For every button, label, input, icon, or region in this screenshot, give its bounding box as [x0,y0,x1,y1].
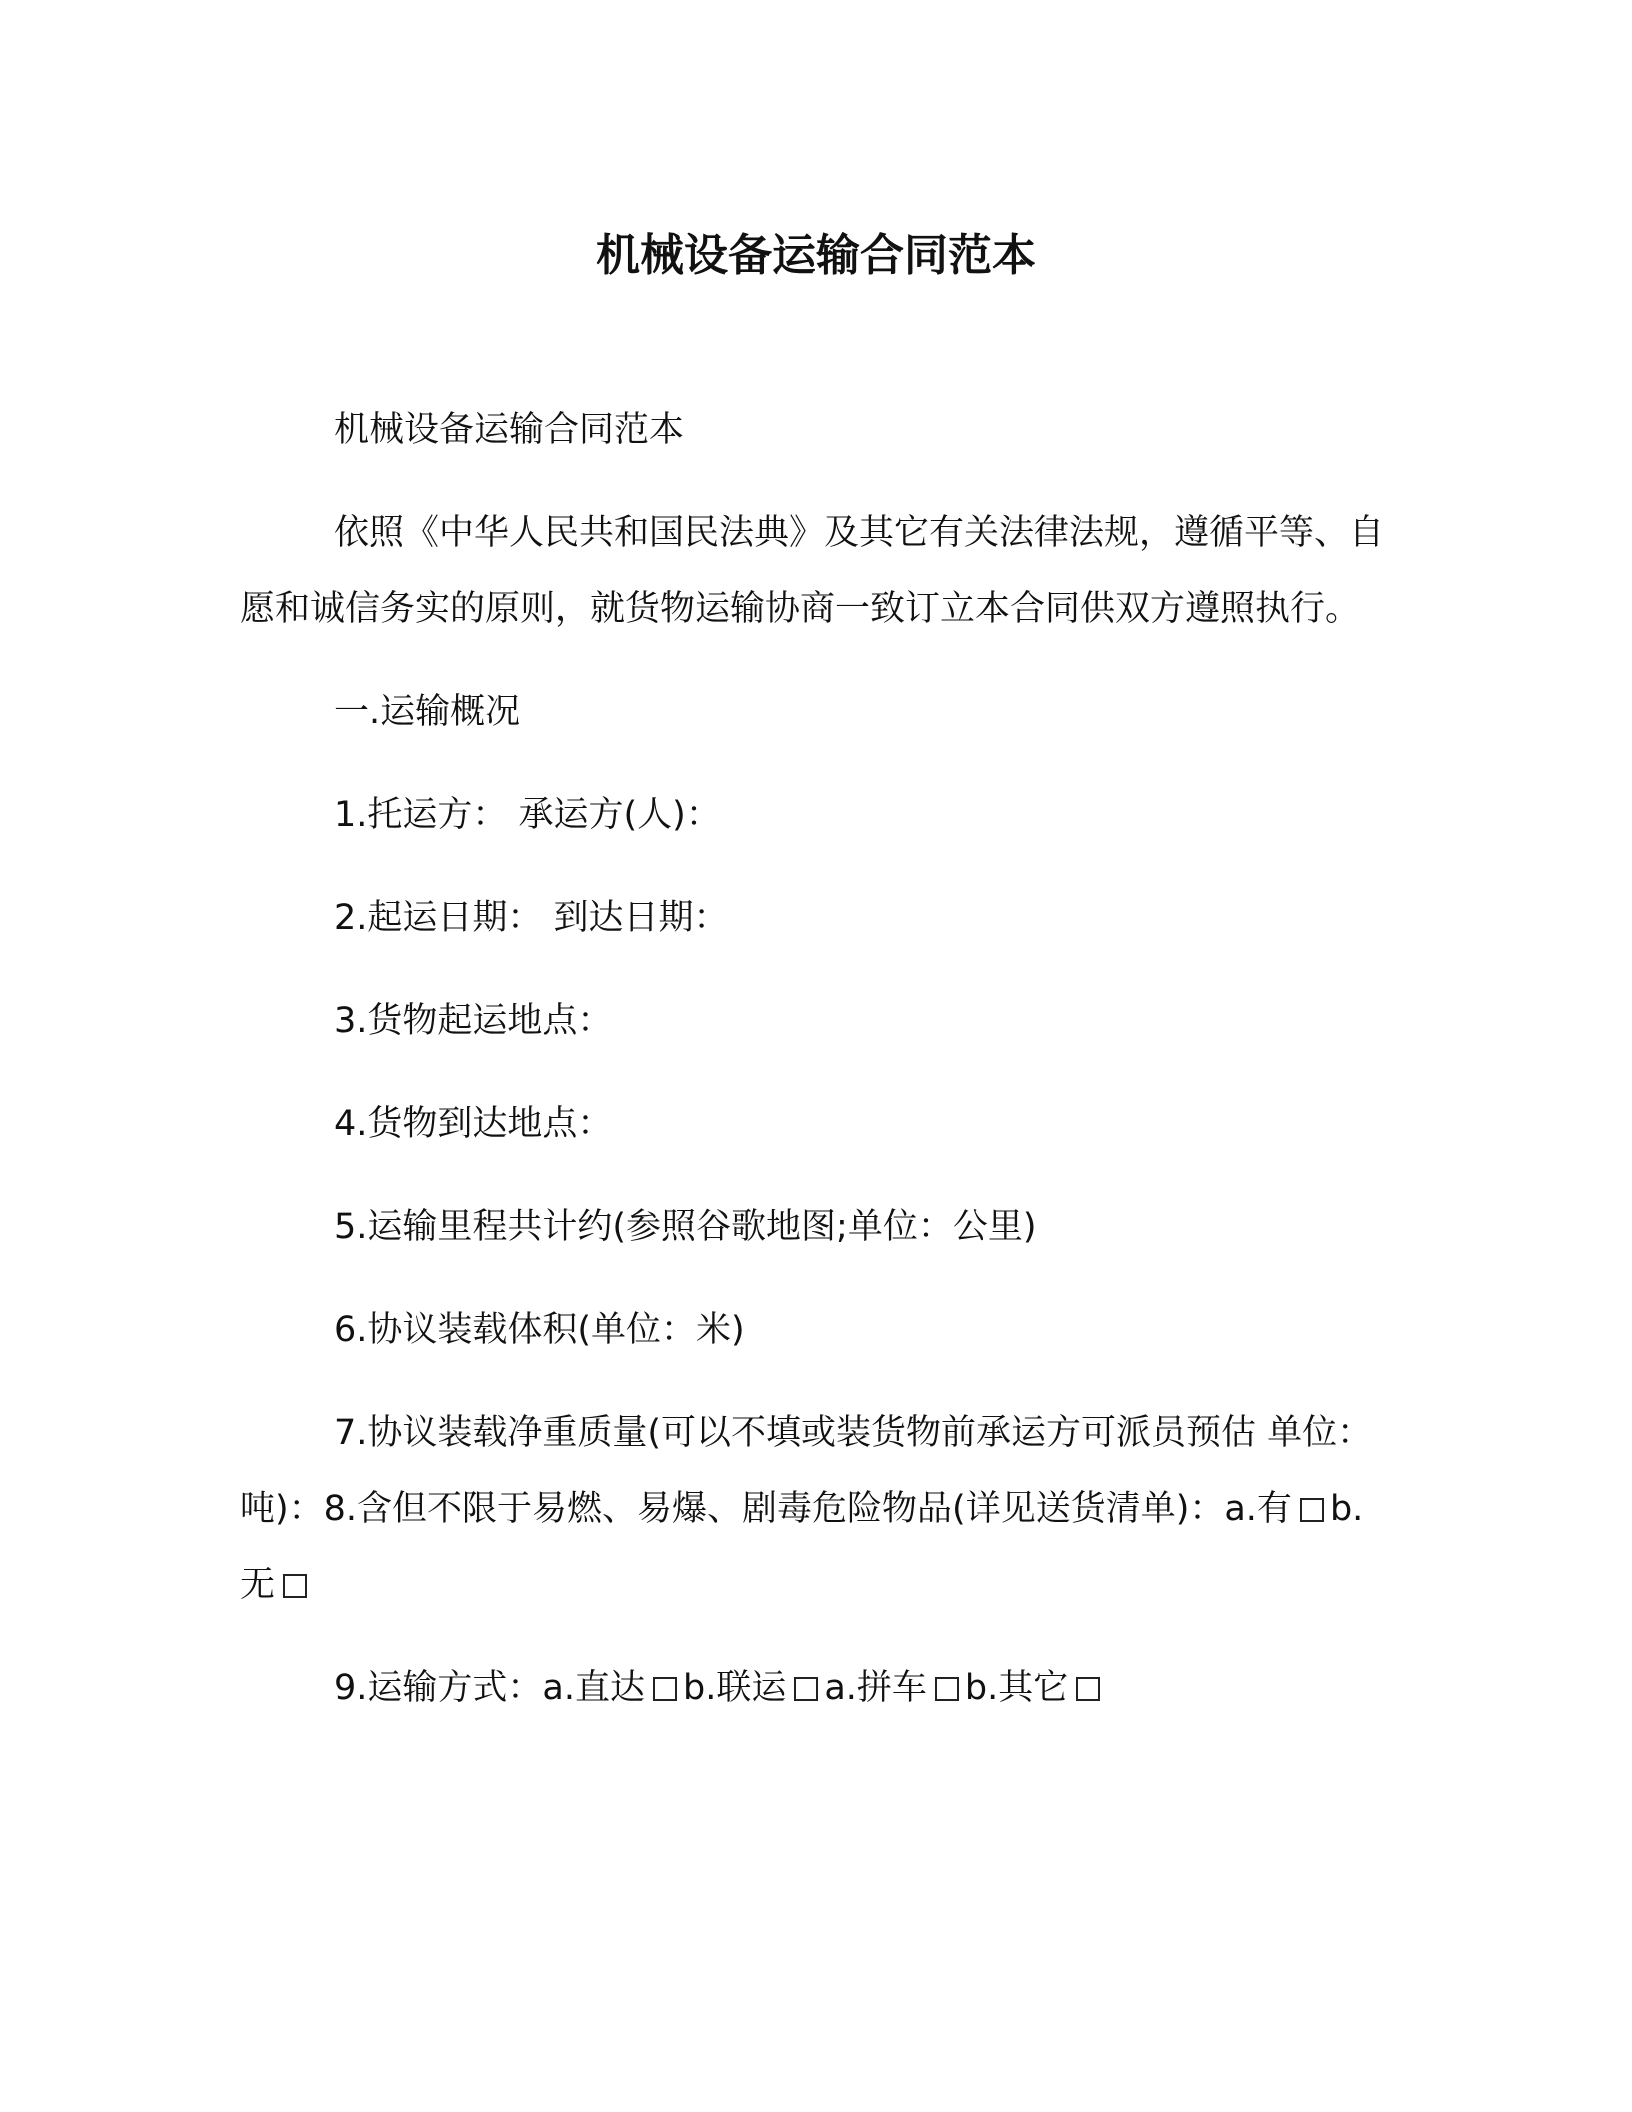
item-9-transport-mode [240,1650,1395,1726]
item-4-destination: 4.货物到达地点： [334,1104,613,1144]
item-5-mileage: 5.运输里程共计约(参照谷歌地图;单位：公里) [334,1207,1037,1247]
mode-direct-checkbox[interactable] [653,1677,677,1701]
document-title: 机械设备运输合同范本 [596,230,1036,281]
hazard-yes-checkbox[interactable] [1300,1498,1324,1522]
mode-option-other-label: b.其它 [964,1668,1069,1708]
mode-option-direct-label: a.直达 [542,1668,645,1708]
document-body [240,392,1395,1753]
paragraph-subtitle: 机械设备运输合同范本 [334,410,685,450]
item-1-parties: 1.托运方： 承运方(人)： [334,795,721,835]
mode-option-intermodal-label: b.联运 [682,1668,787,1708]
item-2-dates: 2.起运日期： 到达日期： [334,898,729,938]
item-9-prefix: 9.运输方式： [334,1668,543,1708]
item-6-volume: 6.协议装载体积(单位：米) [334,1310,745,1350]
item-7-8-text: 7.协议装载净重质量(可以不填或装货物前承运方可派员预估 单位：吨)：8.含但不限于易燃、易爆、剧毒危险物品(详见送货清单)：a.有 [240,1413,1373,1529]
item-3-origin: 3.货物起运地点： [334,1001,613,1041]
item-7-8-weight-hazard [240,1395,1395,1623]
mode-intermodal-checkbox[interactable] [794,1677,818,1701]
paragraph-preamble: 依照《中华人民共和国民法典》及其它有关法律法规，遵循平等、自愿和诚信务实的原则，就货物运输协商一致订立本合同供双方遵照执行。 [240,513,1385,629]
mode-option-carpool-label: a.拼车 [824,1668,927,1708]
hazard-no-checkbox[interactable] [283,1574,307,1598]
section-heading-transport-overview: 一.运输概况 [334,692,521,732]
mode-carpool-checkbox[interactable] [935,1677,959,1701]
mode-other-checkbox[interactable] [1076,1677,1100,1701]
hazard-no-label: b.无 [240,1489,1364,1605]
